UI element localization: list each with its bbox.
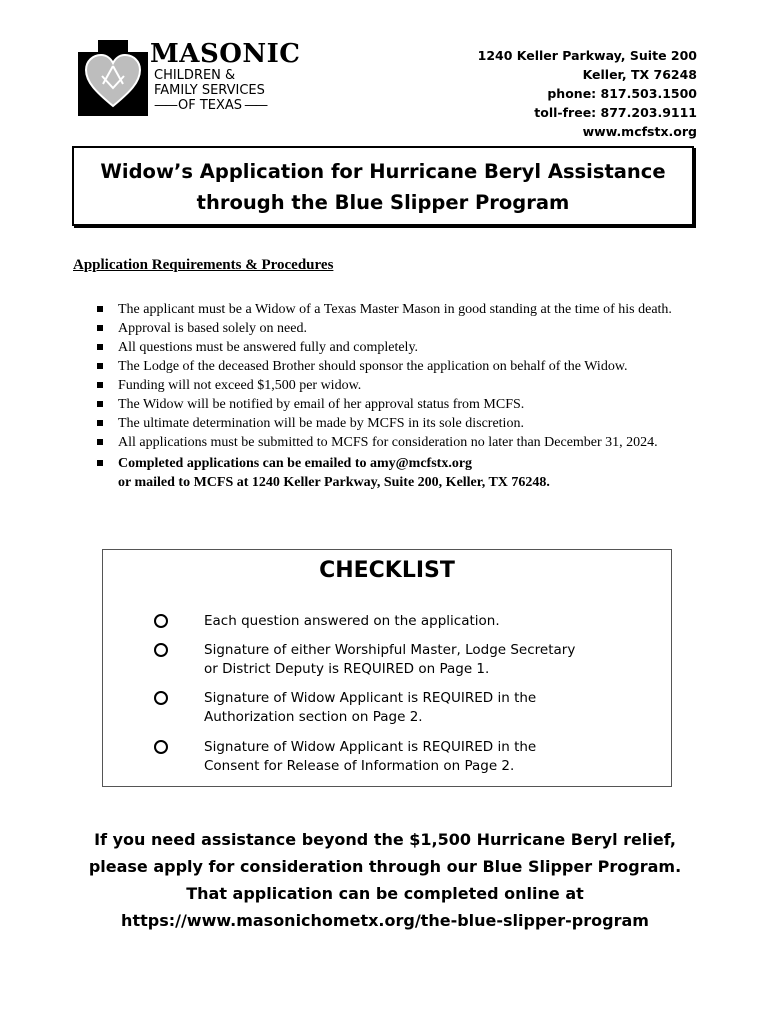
checklist-text-line: Signature of Widow Applicant is REQUIRED in the	[204, 739, 537, 755]
contact-address	[478, 46, 697, 141]
list-item-submission	[96, 454, 696, 492]
checkbox-circle-icon[interactable]	[154, 643, 168, 657]
footer-line-1: If you need assistance beyond the $1,500 Hurricane Beryl relief,	[94, 830, 676, 849]
requirement-text: Funding will not exceed $1,500 per widow.	[118, 378, 362, 393]
requirement-text: All applications must be submitted to MCFS for consideration no later than December 31, 2024.	[118, 435, 658, 450]
list-item	[96, 395, 696, 414]
requirement-text: Approval is based solely on need.	[118, 321, 307, 336]
requirement-text: All questions must be answered fully and completely.	[118, 340, 419, 355]
address-tollfree: toll-free: 877.203.9111	[534, 105, 697, 120]
submission-mail-line: or mailed to MCFS at 1240 Keller Parkway, Suite 200, Keller, TX 76248.	[118, 475, 550, 490]
checklist-text-line: Signature of either Worshipful Master, Lodge Secretary	[204, 642, 576, 658]
checkbox-circle-icon[interactable]	[154, 740, 168, 754]
address-phone: phone: 817.503.1500	[547, 86, 697, 101]
address-street: 1240 Keller Parkway, Suite 200	[477, 48, 697, 63]
footer-link[interactable]: https://www.masonichometx.org/the-blue-slipper-program	[121, 911, 649, 930]
checkbox-circle-icon[interactable]	[154, 614, 168, 628]
footer-line-3: That application can be completed online at	[186, 884, 584, 903]
checkbox-circle-icon[interactable]	[154, 691, 168, 705]
list-item	[96, 319, 696, 338]
list-item	[96, 357, 696, 376]
document-title-box	[72, 146, 694, 226]
organization-logo	[78, 39, 301, 116]
checklist-text-line: Authorization section on Page 2.	[204, 709, 423, 725]
checklist-box	[102, 549, 672, 787]
list-item	[96, 433, 696, 452]
address-website[interactable]: www.mcfstx.org	[582, 124, 697, 139]
checklist-text-line: Signature of Widow Applicant is REQUIRED in the	[204, 690, 537, 706]
checklist-text-line: Each question answered on the application.	[204, 613, 500, 629]
logo-line-2: FAMILY SERVICES	[154, 83, 265, 98]
checklist-item-text	[204, 738, 634, 776]
footer-line-2: please apply for consideration through our Blue Slipper Program.	[88, 857, 682, 876]
submission-email-line: Completed applications can be emailed to amy@mcfstx.org	[118, 456, 473, 471]
list-item	[96, 338, 696, 357]
requirement-text: The ultimate determination will be made by MCFS in its sole discretion.	[118, 416, 524, 431]
logo-line-1: CHILDREN &	[154, 68, 236, 83]
requirement-text: The Lodge of the deceased Brother should sponsor the application on behalf of the Widow.	[118, 359, 628, 374]
logo-wordmark: MASONIC	[150, 39, 301, 69]
document-title-line-2: through the Blue Slipper Program	[196, 191, 570, 214]
checklist-title: CHECKLIST	[319, 558, 455, 583]
checklist-text-line: Consent for Release of Information on Page 2.	[204, 758, 515, 774]
requirement-text: The applicant must be a Widow of a Texas Master Mason in good standing at the time of his death.	[118, 302, 672, 317]
requirements-heading: Application Requirements & Procedures	[73, 257, 334, 273]
checklist-item-text	[204, 612, 634, 631]
requirement-text: The Widow will be notified by email of her approval status from MCFS.	[118, 397, 525, 412]
logo-line-3: —— OF TEXAS ——	[154, 98, 290, 113]
checklist-item-text	[204, 641, 634, 679]
list-item	[96, 300, 696, 319]
document-title-line-1: Widow’s Application for Hurricane Beryl Assistance	[100, 160, 666, 183]
checklist-item-text	[204, 689, 634, 727]
checklist-text-line: or District Deputy is REQUIRED on Page 1.	[204, 661, 490, 677]
list-item	[96, 414, 696, 433]
footer-notice	[0, 826, 770, 934]
masonic-heart-emblem	[78, 40, 148, 116]
list-item	[96, 376, 696, 395]
requirements-list	[96, 300, 696, 492]
address-city: Keller, TX 76248	[582, 67, 697, 82]
